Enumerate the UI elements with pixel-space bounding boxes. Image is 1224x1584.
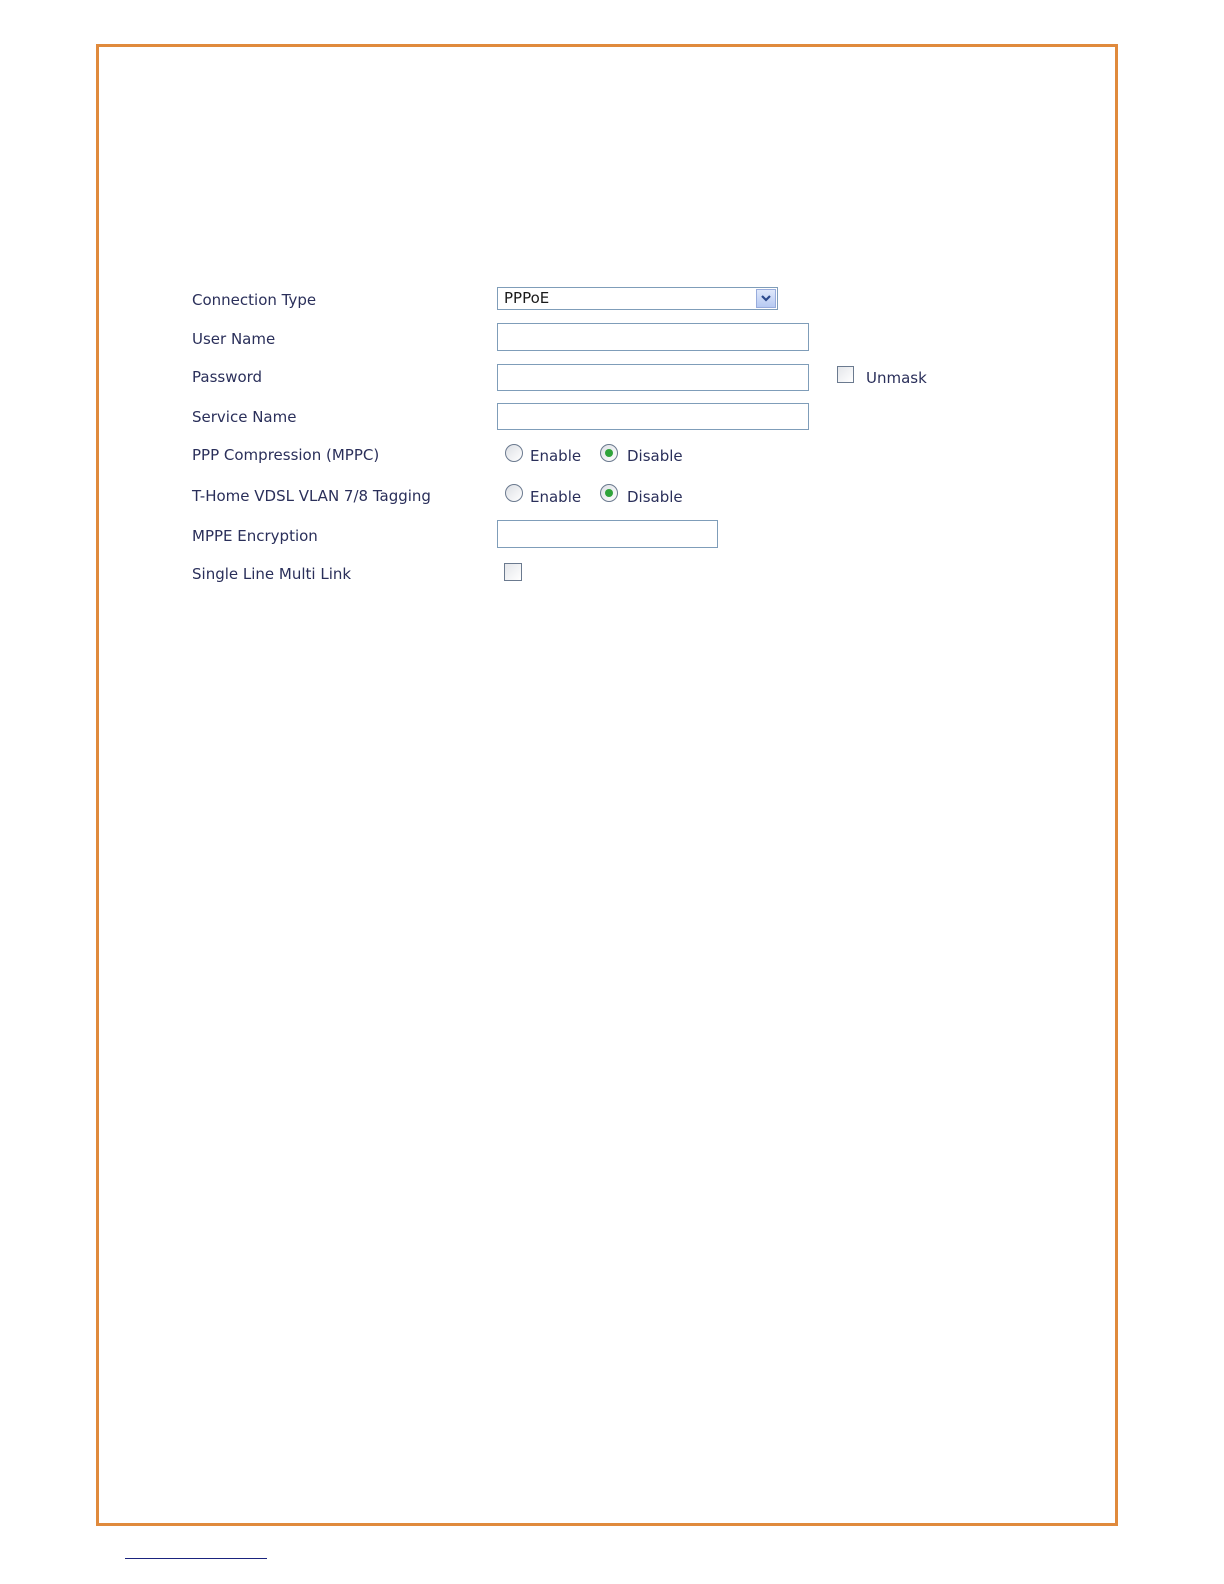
- page-frame: [96, 44, 1118, 1526]
- footer-rule: [125, 1558, 267, 1559]
- vlan-tagging-disable-radio[interactable]: [600, 484, 618, 502]
- ppp-compression-disable-radio[interactable]: [600, 444, 618, 462]
- mppe-encryption-label: MPPE Encryption: [192, 527, 318, 545]
- connection-type-value: PPPoE: [504, 289, 550, 307]
- select-dropdown-button[interactable]: [756, 289, 776, 308]
- chevron-down-icon: [761, 294, 771, 303]
- service-name-input[interactable]: [497, 403, 809, 430]
- unmask-label: Unmask: [866, 369, 927, 387]
- vlan-tagging-disable-label: Disable: [627, 488, 683, 506]
- connection-type-select[interactable]: [497, 287, 778, 310]
- connection-type-label: Connection Type: [192, 291, 317, 309]
- single-line-multi-link-label: Single Line Multi Link: [192, 565, 352, 583]
- ppp-compression-enable-radio[interactable]: [505, 444, 523, 462]
- service-name-label: Service Name: [192, 408, 297, 426]
- user-name-label: User Name: [192, 330, 276, 348]
- mppe-encryption-input[interactable]: [497, 520, 718, 548]
- single-line-multi-link-checkbox[interactable]: [504, 563, 522, 581]
- password-input[interactable]: [497, 364, 809, 391]
- unmask-checkbox[interactable]: [837, 366, 854, 383]
- ppp-compression-label: PPP Compression (MPPC): [192, 446, 380, 464]
- user-name-input[interactable]: [497, 323, 809, 351]
- ppp-compression-disable-label: Disable: [627, 447, 683, 465]
- vlan-tagging-enable-label: Enable: [530, 488, 582, 506]
- vlan-tagging-enable-radio[interactable]: [505, 484, 523, 502]
- ppp-compression-enable-label: Enable: [530, 447, 582, 465]
- password-label: Password: [192, 368, 263, 386]
- vlan-tagging-label: T-Home VDSL VLAN 7/8 Tagging: [192, 487, 431, 505]
